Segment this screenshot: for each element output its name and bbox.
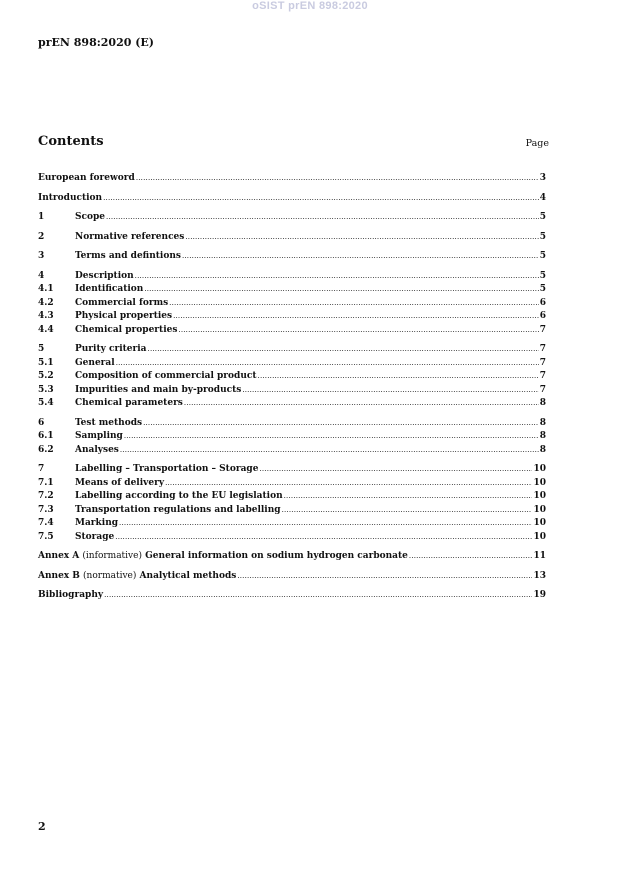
toc-entry[interactable] [38,270,546,284]
toc-entry[interactable] [38,211,546,225]
toc-entry-number: 5.3 [38,384,54,395]
toc-entry-title: Labelling according to the EU legislation [75,491,283,501]
toc-entry[interactable] [38,250,546,264]
dot-leader [135,270,539,284]
page-number: 2 [38,820,46,833]
dot-leader [259,463,532,477]
toc-entry-title: Storage [75,531,115,542]
toc-entry-number: 7.2 [38,491,54,501]
toc-entry-page: 8 [539,417,546,428]
toc-entry[interactable] [38,477,546,491]
toc-entry-page: 19 [533,590,546,600]
toc-entry[interactable] [38,172,546,186]
toc-entry-page: 7 [539,324,546,335]
toc-entry[interactable] [38,490,546,504]
annex-type: (informative) [82,551,142,561]
toc-entry[interactable] [38,531,546,545]
toc-entry[interactable] [38,283,546,297]
toc-entry-page: 10 [533,504,546,515]
annex-type: (normative) [83,570,137,581]
toc-entry[interactable] [38,397,546,411]
toc-entry[interactable] [38,589,546,603]
toc-entry-number: 5.4 [38,398,54,408]
dot-leader [173,310,539,324]
toc-entry[interactable] [38,444,546,458]
toc-entry[interactable] [38,430,546,444]
toc-entry-title: Labelling – Transportation – Storage [75,464,259,474]
dot-leader [409,550,533,564]
toc-entry[interactable] [38,370,546,384]
toc-entry-page: 6 [539,297,546,308]
dot-leader [143,417,539,431]
dot-leader [119,517,532,531]
toc-entry-page: 5 [539,212,546,222]
toc-entry-title: Bibliography [38,590,104,600]
toc-entry-title: Analyses [75,444,119,455]
toc-entry-title: Means of delivery [75,477,165,488]
dot-leader [182,250,539,264]
toc-entry[interactable] [38,517,546,531]
toc-entry-title: Terms and defintions [75,251,181,261]
toc-entry[interactable] [38,504,546,518]
toc-entry-page: 7 [539,357,546,368]
toc-entry-number: 6.1 [38,431,54,441]
toc-entry-title: Commercial forms [75,297,169,308]
annex-title: General information on sodium hydrogen carbonate [145,551,408,561]
toc-entry[interactable] [38,570,546,584]
toc-entry-title: Purity criteria [75,344,147,354]
annex-label: Annex B [38,570,80,581]
toc-entry-number: 4.3 [38,311,54,321]
toc-entry-number: 6.2 [38,444,54,455]
toc-entry-title: Introduction [38,192,103,203]
toc-entry-page: 13 [533,570,546,581]
dot-leader [169,297,539,311]
toc-entry-page: 5 [539,284,546,294]
dot-leader [104,589,532,603]
dot-leader [242,384,538,398]
dot-leader [282,504,533,518]
toc-entry[interactable] [38,297,546,311]
toc-entry-page: 5 [539,270,546,281]
toc-entry-page: 8 [539,431,546,441]
dot-leader [124,430,539,444]
toc-entry-number: 4.4 [38,324,54,335]
toc-entry-page: 10 [533,464,546,474]
dot-leader [148,343,539,357]
dot-leader [116,357,539,371]
toc-entry-page: 5 [539,231,546,242]
toc-entry[interactable] [38,192,546,206]
page-column-label: Page [525,138,549,149]
toc-entry-title: Transportation regulations and labelling [75,504,281,515]
toc-entry-title: Composition of commercial product [75,371,257,381]
dot-leader [258,370,539,384]
toc-entry-number: 5.1 [38,357,54,368]
toc-entry-title: Scope [75,212,106,222]
toc-entry-page: 10 [533,531,546,542]
toc-entry-title [38,570,236,584]
dot-leader [106,211,539,225]
toc-entry-page: 11 [533,551,546,561]
toc-entry-title: Marking [75,518,119,528]
toc-entry[interactable] [38,231,546,245]
toc-entry-number: 7.3 [38,504,54,515]
table-of-contents [38,172,546,603]
toc-entry-number: 5.2 [38,371,54,381]
toc-entry-number: 7 [38,464,45,474]
toc-entry-page: 8 [539,398,546,408]
toc-entry-title: Chemical parameters [75,398,183,408]
dot-leader [115,531,532,545]
toc-entry[interactable] [38,550,546,564]
toc-entry-title: Physical properties [75,311,173,321]
toc-entry[interactable] [38,357,546,371]
dot-leader [103,192,539,206]
toc-entry-page: 10 [533,518,546,528]
contents-title: Contents [38,134,104,149]
toc-entry-page: 4 [539,192,546,203]
toc-entry[interactable] [38,384,546,398]
annex-label: Annex A [38,551,80,561]
dot-leader [184,397,539,411]
toc-entry-page: 7 [539,344,546,354]
toc-entry[interactable] [38,463,546,477]
toc-entry-number: 4 [38,270,45,281]
toc-entry-number: 7.1 [38,477,54,488]
toc-entry-page: 7 [539,384,546,395]
dot-leader [120,444,539,458]
toc-entry-page: 8 [539,444,546,455]
toc-entry-number: 2 [38,231,45,242]
toc-entry-number: 3 [38,251,45,261]
toc-entry-page: 7 [539,371,546,381]
toc-entry-title: Normative references [75,231,185,242]
toc-entry-title: Sampling [75,431,123,441]
toc-entry-number: 7.5 [38,531,54,542]
annex-title: Analytical methods [139,570,237,581]
document-id: prEN 898:2020 (E) [38,36,155,49]
toc-entry-number: 4.1 [38,284,54,294]
toc-entry[interactable] [38,324,546,338]
toc-entry[interactable] [38,417,546,431]
dot-leader [284,490,533,504]
toc-entry-title [38,550,408,564]
toc-entry-title: Description [75,270,134,281]
toc-entry-number: 4.2 [38,297,54,308]
toc-entry-number: 5 [38,344,45,354]
toc-entry-page: 5 [539,251,546,261]
toc-entry-page: 3 [539,173,546,183]
toc-entry-title: Impurities and main by-products [75,384,242,395]
dot-leader [165,477,532,491]
toc-entry-title: Identification [75,284,144,294]
dot-leader [178,324,538,338]
toc-entry-title: Chemical properties [75,324,178,335]
toc-entry-page: 6 [539,311,546,321]
toc-entry-number: 6 [38,417,45,428]
dot-leader [136,172,539,186]
toc-entry-title: European foreword [38,173,135,183]
dot-leader [237,570,532,584]
dot-leader [185,231,538,245]
watermark: oSIST prEN 898:2020 [252,0,368,12]
toc-entry-page: 10 [533,477,546,488]
toc-entry[interactable] [38,310,546,324]
toc-entry-number: 7.4 [38,518,54,528]
toc-entry-title: Test methods [75,417,143,428]
toc-entry-title: General [75,357,115,368]
toc-entry-page: 10 [533,491,546,501]
dot-leader [144,283,538,297]
toc-entry-number: 1 [38,212,45,222]
toc-entry[interactable] [38,343,546,357]
